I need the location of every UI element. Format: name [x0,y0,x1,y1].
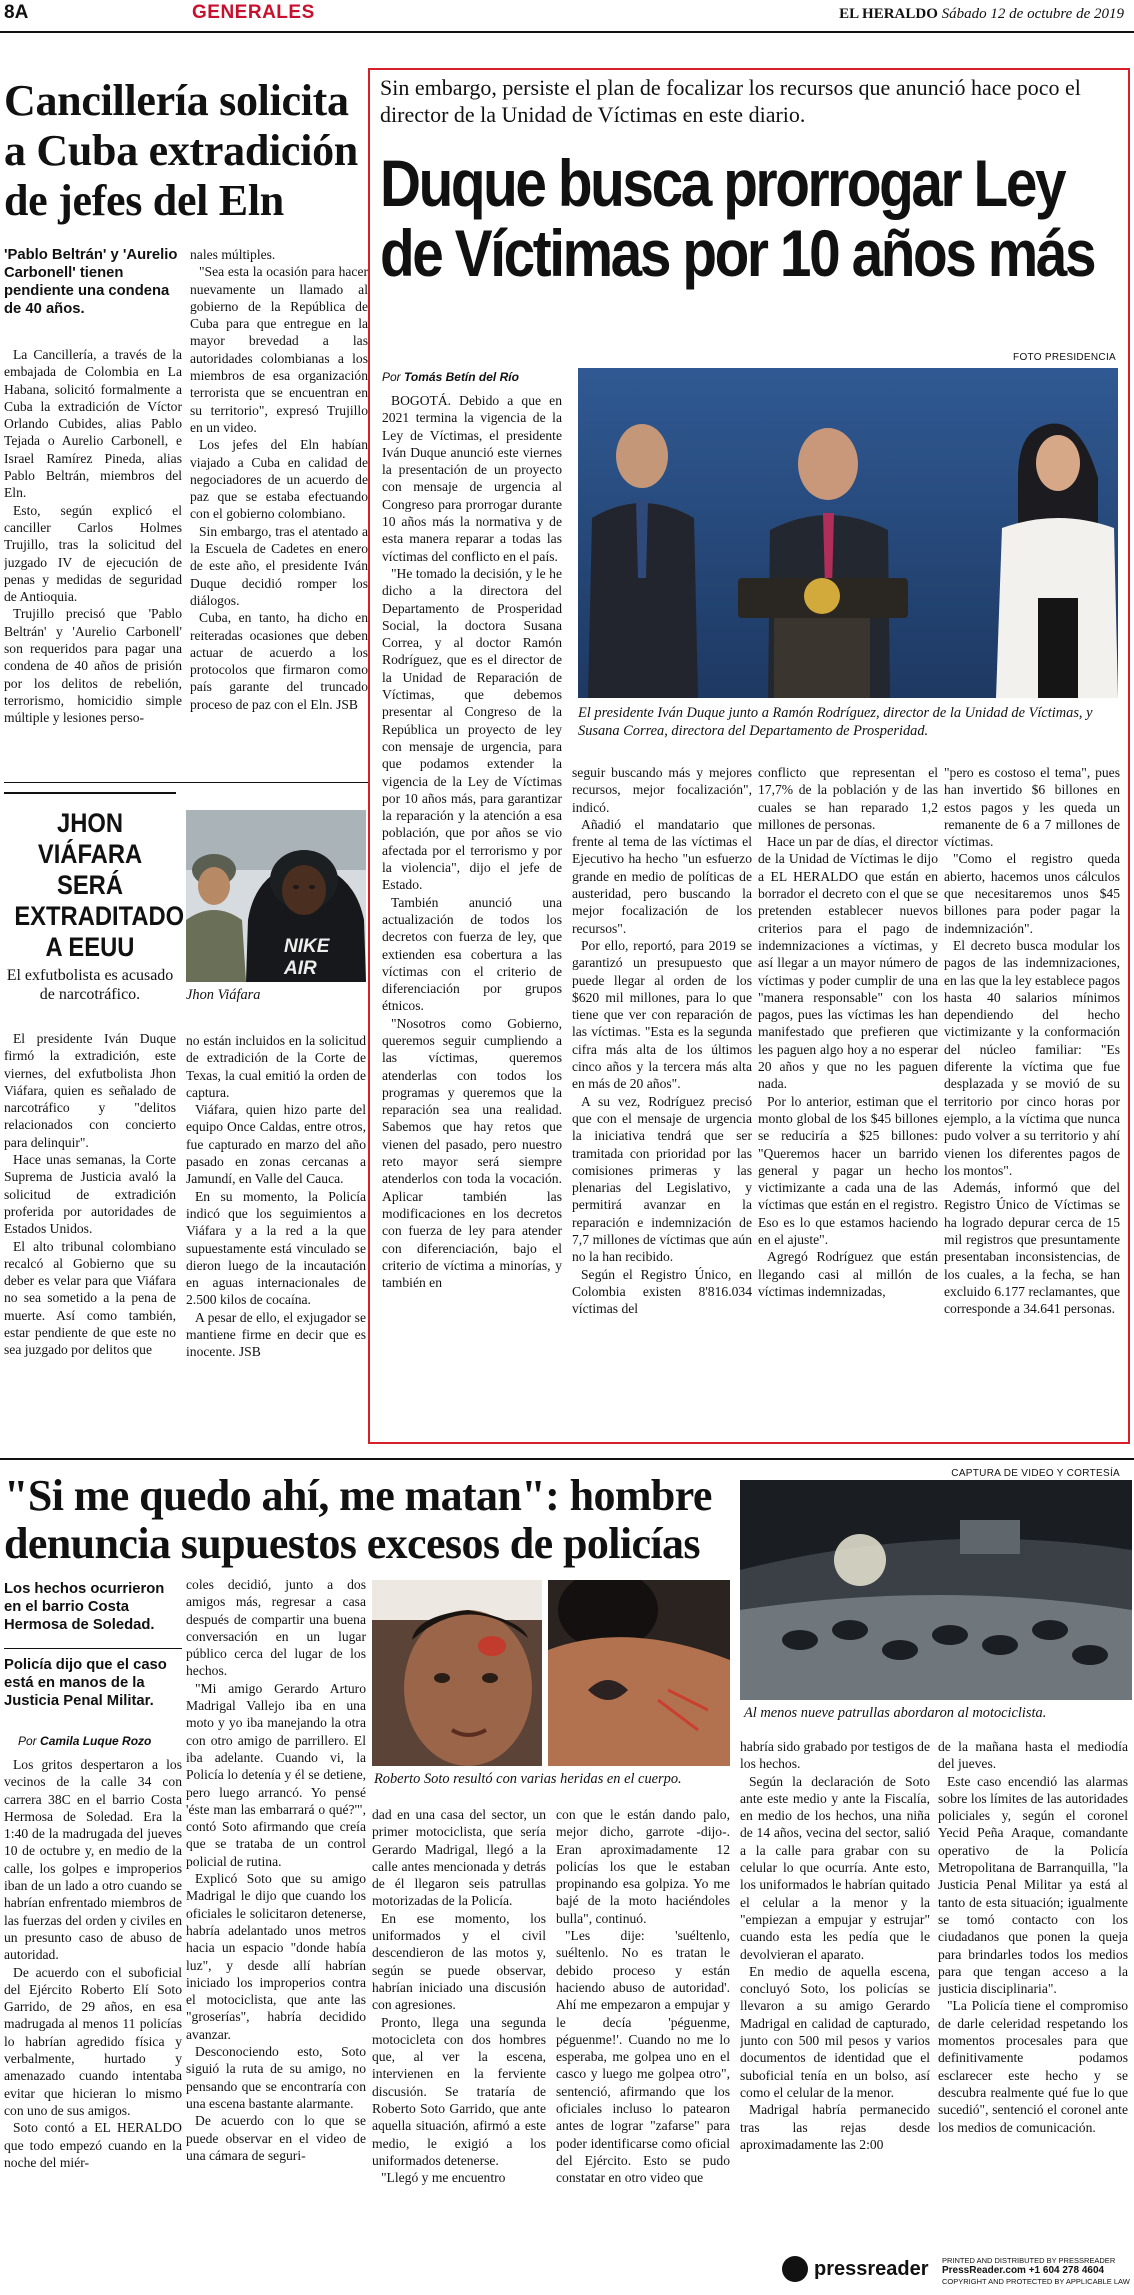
subhead-sime-1: Los hechos ocurrieron en el barrio Costa Hermosa de Soledad. [4,1581,165,1633]
paragraph: de la mañana hasta el mediodía del jueves. [938,1739,1128,1772]
byline-prefix: Por [382,370,401,384]
paragraph: También anunció una actualización de todos los decretos con fuerza de ley, que extienden esa cobertura a las víctimas con el criterio de diferenciación por grupos étnicos. [382,894,562,1014]
column-sime-2 [186,1576,366,2288]
paragraph: "pero es costoso el tema", pues han invertido $6 billones en estos pagos y les queda un remanente de 6 a 7 millones de víctimas. [944,765,1120,850]
deck-duque: Sin embargo, persiste el plan de focalizar los recursos que anunció hace poco el director de la Unidad de Víctimas en este diario. [380,75,1081,127]
column-duque-2 [572,764,752,1434]
header-rule [0,31,1134,33]
photo-duque-event [578,368,1118,698]
paragraph: BOGOTÁ. Debido a que en 2021 termina la vigencia de la Ley de Víctimas, el presidente Iván Duque anunció este viernes la presentación de un proyecto con mensaje de urgencia al Congreso para prorrogar durante 10 años más la normativa y de esta manera reparar a todas las víctimas del conflicto en el país. [382,393,562,564]
column-cancilleria-1 [4,346,182,776]
byline-author: Camila Luque Rozo [40,1734,152,1748]
byline-sime [18,1734,151,1748]
paragraph: Madrigal habría permanecido tras las rejas desde aproximadamente las 2:00 [740,2102,930,2152]
paragraph: Según la declaración de Soto ante este medio y ante la Fiscalía, en medio de los hechos, una niña de 14 años, vecina del sector, salió a la calle para grabar con su celular lo que ocurría. Ante esto, los uniformados le habrían quitado el celular a la menor y la "empiezan a empujar y estrujar" cuando esta les pedía que le devolvieran el aparato. [740,1773,930,1962]
pressreader-logo-icon [782,2256,808,2282]
video-credit: CAPTURA DE VIDEO Y CORTESÍA [951,1468,1120,1479]
paragraph: Este caso encendió las alarmas sobre los límites de las autoridades policiales y, según el coronel Yecid Peña Araque, comandante operativo de la Policía Metropolitana de Barranquilla, "la Justicia Penal Militar ya está al tanto de esta situación; igualmente se tomó contacto con los ciudadanos que ponen la queja para brindarles todos los medios para que tengan acceso a la justicia disciplinaria". [938,1773,1128,1997]
photo-injury-back [548,1580,730,1766]
paragraph: Por lo anterior, estiman que el monto global de los $45 billones se reduciría a $25 billones: "Queremos hacer un barrido general y pagar un hecho victimizante a cada una de las víctimas que están en el registro. Eso es lo que estamos haciendo en el ajuste". [758,1093,938,1248]
caption-injuries: Roberto Soto resultó con varias heridas en el cuerpo. [374,1771,682,1787]
paragraph: A su vez, Rodríguez precisó que con el mensaje de urgencia la iniciativa tendrá que ser tramitada con prioridad por las comisiones primeras y las plenarias del Legislativo, y permitirá avanzar en la reparación e indemnización de 7,7 millones de víctimas que aún no la han recibido. [572,1093,752,1265]
pressreader-notice [942,2256,1130,2286]
paragraph: Esto, según explicó el canciller Carlos Holmes Trujillo, tras la solicitud del juzgado IV de ejecución de penas y medidas de seguridad de Antioquia. [4,502,182,605]
paragraph: De acuerdo con lo que se puede observar en el video de una cámara de seguri- [186,2113,366,2163]
paragraph: Agregó Rodríguez que están llegando casi al millón de víctimas indemnizadas, [758,1249,938,1299]
paragraph: "Como el registro queda abierto, hacemos unos cálculos que necesitaremos unos $45 billones para poder pagar la indemnización". [944,851,1120,936]
paragraph: "He tomado la decisión, y le he dicho a la directora del Departamento de Prosperidad Social, la doctora Susana Correa, y al doctor Ramón Rodríguez, que es el director de la Unidad de Reparación de Víctimas, que debemos presentar al Congreso de la República un proyecto de ley con mensaje de urgencia, para que podamos extender la vigencia de la Ley de Víctimas por 10 años más, para garantizar la reparación y la atención a esa población, que por años se vio afectada por el terrorismo y por la violencia", dijo el jefe de Estado. [382,565,562,893]
pressreader-logo: pressreader [814,2258,929,2280]
column-cancilleria-2 [190,246,368,776]
headline-duque [380,146,1095,290]
paragraph: no están incluidos en la solicitud de extradición de la Corte de Texas, la cual emitió la orden de captura. [186,1033,366,1100]
caption-jhon: Jhon Viáfara [186,987,261,1003]
paragraph: Los gritos despertaron a los vecinos de la calle 34 con carrera 38C en el barrio Costa Hermosa de Soledad. Era la 1:40 de la madrugada del jueves 10 de octubre y, en medio de la calle, los golpes e improperios iban de un lado a otro cuando se habrían enfrentado miembros de las fuerzas del orden y civiles en un presunto caso de abuso de autoridad. [4,1757,182,1963]
paragraph: dad en una casa del sector, un primer motociclista, que sería Gerardo Madrigal, llegó a la calle antes mencionada y detrás de él llegaron seis patrullas motorizadas de la Policía. [372,1807,546,1909]
headline-duque-line1: Duque busca prorrogar Ley [380,146,1065,220]
shirt-logo-text: NIKE AIR [284,936,330,979]
headline-sime: "Si me quedo ahí, me matan": hombre denuncia supuestos excesos de policías [4,1471,712,1568]
subhead-sime-2: Policía dijo que el caso está en manos de la Justicia Penal Militar. [4,1657,167,1709]
caption-duque: El presidente Iván Duque junto a Ramón Rodríguez, director de la Unidad de Víctimas, y Susana Correa, directora del Departamento de Prosperidad. [578,705,1093,739]
divider [4,782,368,783]
face-photo-illustration [372,1580,542,1766]
column-jhon-2 [186,1032,366,1452]
paragraph: Sin embargo, tras el atentado a la Escuela de Cadetes en enero de este año, el presidente Iván Duque decidió romper los diálogos. [190,523,368,608]
byline-author: Tomás Betín del Río [404,370,519,384]
paragraph: Hace un par de días, el director de la Unidad de Víctimas le dijo a EL HERALDO que están en borrador el decreto con el que se pretenden establecer nuevos criterios para el pago de indemnizaciones a víctimas, y así llegar a un mayor número de víctimas y poder cumplir de una "manera responsable" con los pagos, pues las víctimas les han manifestado que prefieren que les paguen algo hoy a no esperar 20 años y que no les paguen nada. [758,834,938,1092]
paragraph: conflicto que representan el 17,7% de la población y de las cuales se han reparado 1,2 millones de personas. [758,765,938,832]
section-divider [0,1458,1134,1460]
duque-photo-illustration [578,368,1118,698]
paragraph: De acuerdo con el suboficial del Ejército Roberto Elí Soto Garrido, de 29 años, en esa madrugada al menos 11 policías lo habrían agredido física y verbalmente, hurtado y amenazado cuando intentaba evitar que hicieran lo mismo con uno de sus amigos. [4,1964,182,2118]
page-number: 8A [4,2,29,23]
pressreader-footer [776,2252,1134,2288]
column-sime-1 [4,1756,182,2288]
paragraph: nales múltiples. [190,247,276,262]
paragraph: Añadió el mandatario que frente al tema de las víctimas el Ejecutivo ha hecho "un esfuerzo grande en medio de políticas de austeridad, pero buscando la mejor focalización de los recursos". [572,816,752,936]
column-sime-6 [938,1738,1128,2238]
divider [4,792,176,794]
paragraph: seguir buscando más y mejores recursos, mejor focalización", indicó. [572,765,752,815]
paragraph: En medio de aquella escena, concluyó Soto, los policías se llevaron a su amigo Gerardo Madrigal en calidad de capturado, junto con 500 mil pesos y varios documentos de identidad que el suboficial tenía en un bolso, así como el celular de la menor. [740,1963,930,2100]
paragraph: "La Policía tiene el compromiso de darle celeridad respetando los momentos procesales para que definitivamente podamos esclarecer este hecho y se descubra realmente qué fue lo que sucedió", sentenció el coronel ante los medios de comunicación. [938,1998,1128,2135]
divider [4,1648,182,1649]
paragraph: coles decidió, junto a dos amigos más, regresar a casa después de compartir una buena conversación en un lugar público cerca del lugar de los hechos. [186,1577,366,1679]
notice-line: COPYRIGHT AND PROTECTED BY APPLICABLE LAW [942,2277,1130,2286]
paragraph: Viáfara, quien hizo parte del equipo Once Caldas, entre otros, fue capturado en marzo del año pasado en zonas cercanas a Jamundí, en Valle del Cauca. [186,1102,366,1187]
paragraph: En su momento, la Policía indicó que los seguimientos a Viáfara y a la red a la que supuestamente está vinculado se dieron luego de la incautación en aguas internacionales de 2.500 kilos de cocaína. [186,1188,366,1308]
headline-jhon: JHON VIÁFARA SERÁ EXTRADITADO A EEUU [14,808,185,962]
paragraph: Cuba, en tanto, ha dicho en reiteradas ocasiones que deben actuar de acuerdo a los protocolos que firmaron como país garante del truncado proceso de paz con el Eln. JSB [190,610,368,712]
column-sime-4 [556,1806,730,2288]
paragraph: El alto tribunal colombiano recalcó al Gobierno que su deber es velar para que Viáfara no sea sometido a la pena de muerte. Así como también, estar pendiente de que este no sea juzgado por delitos que [4,1238,176,1358]
paragraph: La Cancillería, a través de la embajada de Colombia en La Habana, solicitó formalmente a Cuba la extradición de Víctor Orlando Cubides, alias Pablo Tejada o Aurelio Carbonell, e Israel Ramírez Pineda, alias Pablo Beltrán, miembros del Eln. [4,347,182,501]
paragraph: Los jefes del Eln habían viajado a Cuba en calidad de negociadores de un acuerdo de paz que se estaba efectuando con el gobierno colombiano. [190,437,368,522]
paragraph: "Llegó y me encuentro [381,2170,506,2186]
photo-injury-face [372,1580,542,1766]
patrol-photo-illustration [740,1480,1132,1700]
newspaper-name: EL HERALDO [839,6,938,22]
caption-patrols: Al menos nueve patrullas abordaron al motociclista. [744,1705,1047,1721]
column-duque-4 [944,764,1120,1434]
paragraph: Según el Registro Único, en Colombia existen 8'816.034 víctimas del [572,1266,752,1317]
subhead-cancilleria: 'Pablo Beltrán' y 'Aurelio Carbonell' tienen pendiente una condena de 40 años. [4,247,178,317]
paragraph: El decreto busca modular los pagos de las indemnizaciones, en las que la ley establece pagos hasta 40 salarios mínimos dependiendo del hecho victimizante y la conformación del núcleo familiar: "Es diferente la víctima que fue desplazada y se movió de su territorio por cinco horas por ejemplo, a la víctima que nunca pudo volver a su territorio y ahí vienen los diferentes pagos de los montos". [944,937,1120,1178]
issue-date: Sábado 12 de octubre de 2019 [941,6,1124,22]
notice-line: PressReader.com +1 604 278 4604 [942,2265,1105,2276]
section-name: GENERALES [192,2,315,23]
paragraph: "Sea esta la ocasión para hacer nuevamente un llamado al gobierno de la República de Cuba para que entregue en la mayor brevedad a las autoridades colombianas a los miembros de esa organización terrorista que se encuentran en su territorio", expresó Trujillo en un video. [190,264,368,435]
paragraph: "Nosotros como Gobierno, queremos seguir cumpliendo a las víctimas, queremos atenderlas con todos los programas y queremos que la reparación sea una realidad. Sabemos que hay retos que vienen del pasado, pero nuestro reto mayor será siempre atenderlos con toda la vocación. Aplicar también las modificaciones en los decretos con fuerza de ley para atender con diferenciación, bajo el criterio de víctima a minorías, y también en [382,1015,562,1291]
paragraph: Soto contó a EL HERALDO que todo empezó cuando en la noche del miér- [4,2120,182,2170]
paragraph: Explicó Soto que su amigo Madrigal le dijo que cuando los oficiales le solicitaron detenerse, habría adelantado unos metros hacia un espacio "donde había luz", y desde allí habrían iniciado los improperios contra el motociclista, que ante las "groserías", habría decidido avanzar. [186,1871,366,2042]
column-duque-3 [758,764,938,1434]
photo-jhon-viafara [186,810,366,982]
column-duque-1 [382,392,562,1434]
paragraph: con que le están dando palo, mejor dicho, garrote -dijo-. Eran aproximadamente 12 policías los que le estaban propinando esa golpiza. Yo me bajé de la moto haciéndoles bulla", continuó. [556,1807,730,1926]
byline-prefix: Por [18,1734,37,1748]
paragraph: habría sido grabado por testigos de los hechos. [740,1739,930,1772]
subhead-jhon: El exfutbolista es acusado de narcotráfico. [6,967,174,1003]
masthead [839,6,1124,23]
photo-credit: FOTO PRESIDENCIA [1013,352,1116,363]
photo-patrols [740,1480,1132,1700]
column-jhon-1 [4,1030,176,1450]
byline-duque [382,370,519,384]
column-sime-3 [372,1806,546,2288]
paragraph: Hace unas semanas, la Corte Suprema de Justicia avaló la solicitud de extradición proferida por autoridades de Estados Unidos. [4,1152,176,1237]
headline-duque-line2: de Víctimas por 10 años más [380,216,1095,290]
headline-cancilleria: Cancillería solicita a Cuba extradición de jefes del Eln [4,76,358,225]
paragraph: Pronto, llega una segunda motocicleta con dos hombres que, al ver la escena, intervienen en la ferviente discusión. Se trataría de Roberto Soto Garrido, que ante aquella situación, afirmó a este medio, le exigió a los uniformados detenerse. [372,2014,546,2168]
notice-line: PRINTED AND DISTRIBUTED BY PRESSREADER [942,2256,1116,2265]
paragraph: "Les dije: 'suéltenlo, suéltenlo. No es tratan le debido proceso y están haciendo abuso de autoridad'. Ahí me empezaron a empujar y le decía 'péguenme, péguenme!'. Cuando no me lo esperaba, me golpea uno en el casco y luego me golpea otro", sentenció, afirmando que los oficiales incluso lo patearon antes de lograr "zafarse" para poder identificarse como oficial del Ejército. Esto se pudo constatar en otro video que [556,1928,730,2186]
paragraph: Desconociendo esto, Soto siguió la ruta de su amigo, no pensando que se encontraría con una escena bastante alarmante. [186,2044,366,2111]
paragraph: Además, informó que del Registro Único de Víctimas se ha logrado depurar cerca de 15 mil registros que presuntamente presentaban inconsistencias, de los cuales, a la fecha, se han excluido 6.177 reclamantes, que corresponde a 34.641 personas. [944,1180,1120,1317]
paragraph: En ese momento, los uniformados y el civil descendieron de las motos y, según se puede observar, habrían iniciado una discusión con agresiones. [372,1910,546,2013]
column-sime-5 [740,1738,930,2238]
paragraph: "Mi amigo Gerardo Arturo Madrigal Vallejo iba en una moto y yo iba manejando la otra con otro amigo de parrillero. El iba adelante. Cuando vi, la Policía lo detenía y él se detiene, pero luego arrancó. Yo pensé 'éste man las embarrará o qué?'", contó Soto afirmando que creía que se trataba de un control policial de rutina. [186,1680,366,1869]
paragraph: El presidente Iván Duque firmó la extradición, este viernes, del exfutbolista Jhon Viáfara, quien es señalado de narcotráfico y "delitos relacionados con concierto para delinquir". [4,1031,176,1150]
paragraph: A pesar de ello, el exjugador se mantiene firme en decir que es inocente. JSB [186,1309,366,1360]
paragraph: Trujillo precisó que 'Pablo Beltrán' y 'Aurelio Carbonell' son requeridos para pagar una condena de 40 años de prisión por los delitos de rebelión, terrorismo, homicidio simple múltiple y lesiones perso- [4,606,182,726]
back-photo-illustration [548,1580,730,1766]
paragraph: Por ello, reportó, para 2019 se garantizó un presupuesto que puede llegar al orden de los $620 mil millones, para lo que tiene que ver con reparación de las víctimas. "Esta es la segunda cifra más alta de los últimos cinco años y la tercera más alta en más de 20 años". [572,937,752,1092]
